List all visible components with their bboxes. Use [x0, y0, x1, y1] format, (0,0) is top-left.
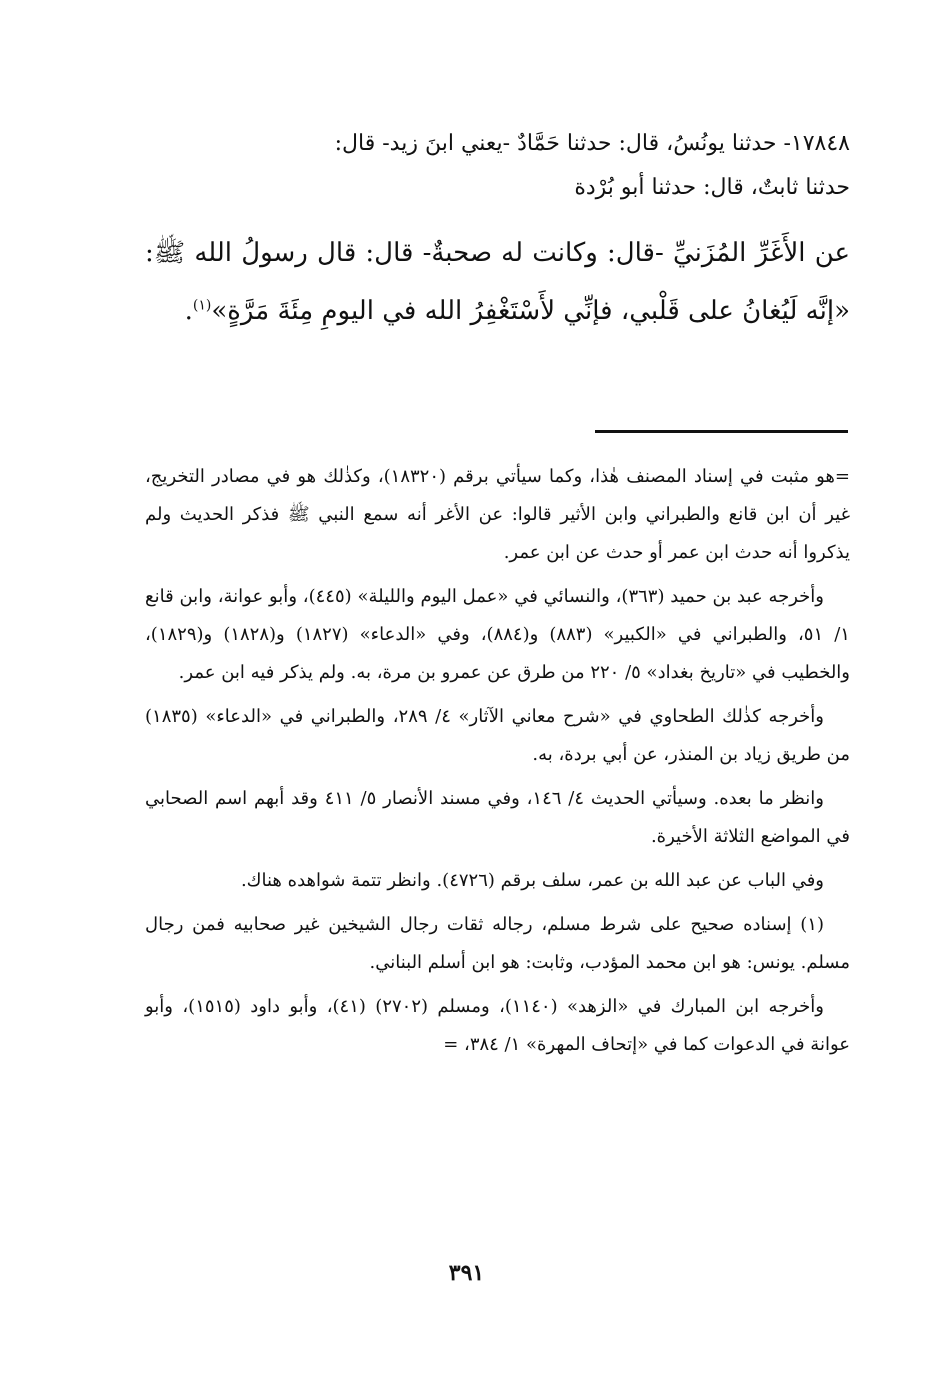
hadith-matn-end: . [184, 296, 193, 326]
footnote-divider [595, 430, 848, 433]
footnote-reference: (١) [192, 297, 212, 314]
footnote-paragraph: =هو مثبت في إسناد المصنف هٰذا، وكما سيأتي برقم (١٨٣٢٠)، وكذٰلك هو في مصادر التخريج، غير أن ابن قانع والطبراني وابن الأثير قالوا: عن الأغر أنه سمع النبي ﷺ فذكر الحديث ولم يذكروا أنه حدث ابن عمر أو حدث عن ابن عمر. [145, 466, 850, 563]
chain-line-1: ١٧٨٤٨- حدثنا يونُسُ، قال: حدثنا حَمَّادٌ -يعني ابنَ زيد- قال: [334, 131, 850, 156]
footnote-paragraph: وأخرجه عبد بن حميد (٣٦٣)، والنسائي في «عمل اليوم والليلة» (٤٤٥)، وأبو عوانة، وابن قانع ١/ ٥١، والطبراني في «الكبير» (٨٨٣) و(٨٨٤)، وفي «الدعاء» (١٨٢٧) و(١٨٢٨) و(١٨٢٩)، والخطيب في «تاريخ بغداد» ٥/ ٢٢٠ من طرق عن عمرو بن مرة، به. ولم يذكر فيه ابن عمر. [145, 586, 850, 683]
footnote-paragraph: وأخرجه ابن المبارك في «الزهد» (١١٤٠)، ومسلم (٢٧٠٢) (٤١)، وأبو داود (١٥١٥)، وأبو عوانة في الدعوات كما في «إتحاف المهرة» ١/ ٣٨٤، = [145, 996, 850, 1055]
footnote-paragraph: وفي الباب عن عبد الله بن عمر، سلف برقم (٤٧٢٦). وانظر تتمة شواهده هناك. [240, 870, 824, 891]
footnote-paragraph: وأخرجه كذٰلك الطحاوي في «شرح معاني الآثار» ٤/ ٢٨٩، والطبراني في «الدعاء» (١٨٣٥) من طريق زياد بن المنذر، عن أبي بردة، به. [145, 706, 850, 765]
hadith-matn: عن الأَغَرِّ المُزَنيِّ -قال: وكانت له صحبةٌ- قال: قال رسولُ الله ﷺ: «إنَّه لَيُغانُ على قَلْبي، فإنِّي لأَسْتَغْفِرُ الله في اليومِ مِئَةَ مَرَّةٍ» [145, 238, 850, 326]
hadith-chain [145, 122, 850, 210]
chain-line-2: حدثنا ثابتٌ، قال: حدثنا أبو بُرْدة [574, 175, 850, 200]
footnotes [145, 458, 850, 1070]
footnote-paragraph: (١) إسناده صحيح على شرط مسلم، رجاله ثقات رجال الشيخين غير صحابيه فمن رجال مسلم. يونس: هو ابن محمد المؤدب، وثابت: هو ابن أسلم البناني. [145, 914, 850, 973]
page-number: ٣٩١ [448, 1260, 485, 1286]
hadith-text [145, 224, 850, 340]
footnote-paragraph: وانظر ما بعده. وسيأتي الحديث ٤/ ١٤٦، وفي مسند الأنصار ٥/ ٤١١ وقد أبهم اسم الصحابي في المواضع الثلاثة الأخيرة. [145, 788, 850, 847]
